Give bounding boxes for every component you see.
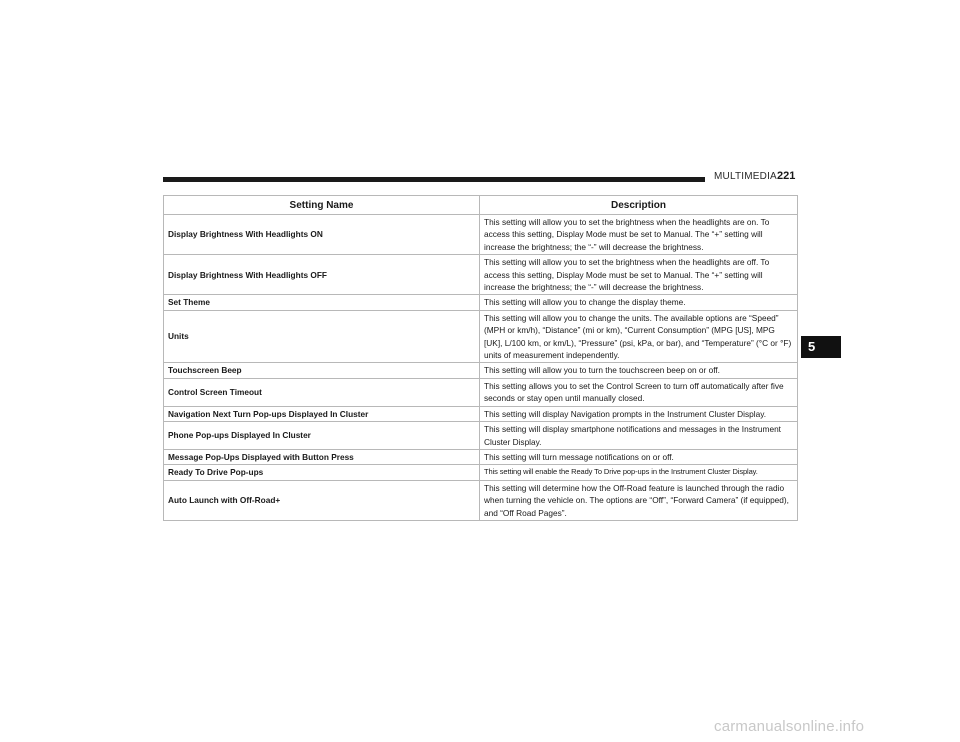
setting-name-cell: Set Theme [164, 295, 480, 310]
setting-name-cell: Units [164, 310, 480, 363]
table-row [164, 406, 798, 421]
table-row [164, 422, 798, 450]
chapter-tab: 5 [801, 336, 841, 358]
setting-description-cell: This setting allows you to set the Control Screen to turn off automatically after five seconds or stay open until manually closed. [480, 378, 798, 406]
table-row [164, 363, 798, 378]
setting-description-cell: This setting will allow you to set the brightness when the headlights are off. To access this setting, Display Mode must be set to Manual. The “+” setting will increase the brightness; the “-” will decrease the brightness. [480, 255, 798, 295]
table-row [164, 449, 798, 464]
setting-description-cell: This setting will enable the Ready To Drive pop-ups in the Instrument Cluster Display. [480, 465, 798, 480]
table-row [164, 310, 798, 363]
setting-description-cell: This setting will allow you to change the display theme. [480, 295, 798, 310]
header-rule [163, 177, 705, 182]
setting-name-cell: Touchscreen Beep [164, 363, 480, 378]
table-row [164, 215, 798, 255]
table-row [164, 480, 798, 520]
column-header-description: Description [480, 196, 798, 215]
table-row [164, 295, 798, 310]
column-header-setting-name: Setting Name [164, 196, 480, 215]
setting-name-cell: Display Brightness With Headlights ON [164, 215, 480, 255]
setting-description-cell: This setting will allow you to set the brightness when the headlights are on. To access this setting, Display Mode must be set to Manual. The “+” setting will increase the brightness; the “-” will decrease the brightness. [480, 215, 798, 255]
table-row [164, 255, 798, 295]
setting-name-cell: Auto Launch with Off-Road+ [164, 480, 480, 520]
setting-description-cell: This setting will display Navigation prompts in the Instrument Cluster Display. [480, 406, 798, 421]
setting-description-cell: This setting will allow you to change the units. The available options are “Speed” (MPH or km/h), “Distance” (mi or km), “Current Consumption” (MPG [US], MPG [UK], L/100 km, or km/L), “Pressure” (psi, kPa, or bar), and “Temperature” (°C or °F) units of measurement independently. [480, 310, 798, 363]
setting-description-cell: This setting will allow you to turn the touchscreen beep on or off. [480, 363, 798, 378]
page-number: 221 [777, 170, 796, 182]
setting-name-cell: Display Brightness With Headlights OFF [164, 255, 480, 295]
setting-description-cell: This setting will display smartphone notifications and messages in the Instrument Cluster Display. [480, 422, 798, 450]
setting-name-cell: Control Screen Timeout [164, 378, 480, 406]
setting-description-cell: This setting will turn message notifications on or off. [480, 449, 798, 464]
table-row [164, 378, 798, 406]
table-row [164, 465, 798, 480]
watermark: carmanualsonline.info [714, 718, 865, 735]
setting-name-cell: Navigation Next Turn Pop-ups Displayed In Cluster [164, 406, 480, 421]
setting-name-cell: Ready To Drive Pop-ups [164, 465, 480, 480]
setting-name-cell: Phone Pop-ups Displayed In Cluster [164, 422, 480, 450]
table-header-row [164, 196, 798, 215]
setting-name-cell: Message Pop-Ups Displayed with Button Press [164, 449, 480, 464]
section-title: MULTIMEDIA [714, 171, 777, 182]
setting-description-cell: This setting will determine how the Off-Road feature is launched through the radio when turning the vehicle on. The options are “Off”, “Forward Camera” (if equipped), and “Off Road Pages”. [480, 480, 798, 520]
settings-table [163, 195, 798, 521]
